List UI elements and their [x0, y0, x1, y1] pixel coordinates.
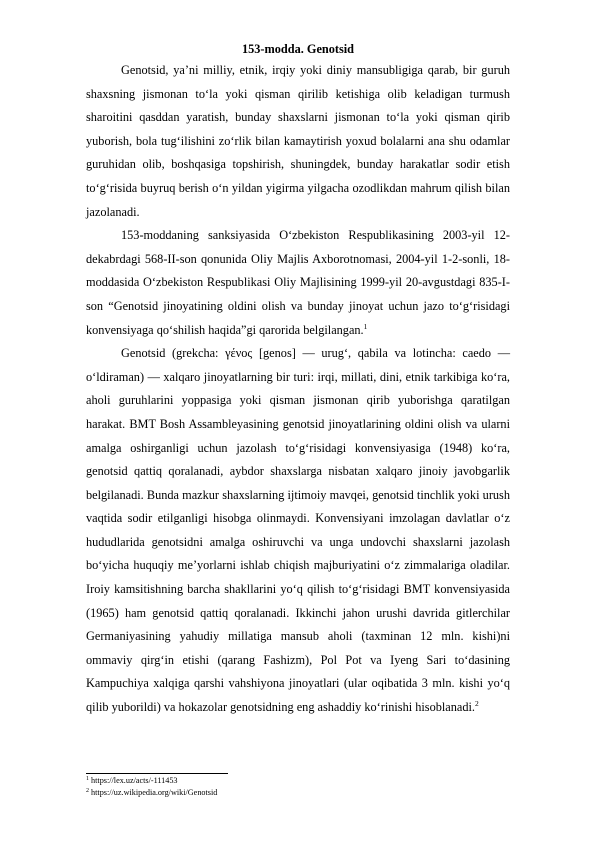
paragraph-3	[86, 342, 510, 720]
footnote-ref-1[interactable]: 1	[363, 321, 368, 331]
article-title: 153-modda. Genotsid	[241, 42, 355, 56]
paragraph-1	[86, 59, 510, 224]
paragraph-2	[86, 224, 510, 342]
footnote-2-number: 2	[86, 787, 89, 794]
paragraph-3-text: Genotsid (grekcha: γένος [genos] — urug‘, qabila va lotincha: caedo — o‘ldiraman) — xalqaro jinoyatlarning bir turi: irqi, millati, dini, etnik tarkibiga ko‘ra, aholi guruhlarini yoppasiga yoki qisman jismonan qirib yuborishga qaratilgan harakat. BMT Bosh Assambleyasining genotsid jinoyatlarining oldini olish va ularni amalga oshirganligi uchun jazolash to‘g‘risidagi konvensiyasiga (1948) ko‘ra, genotsid qattiq qoralanadi, aybdor shaxslarga nisbatan xalqaro jinoiy javobgarlik belgilanadi. Bunda mazkur shaxslarning ijtimoiy mavqei, genotsid tinchlik yoki urush vaqtida sodir etilganligi hisobga olinmaydi. Konvensiyani imzolagan davlatlar o‘z hududlarida genotsidni amalga oshiruvchi va unga undovchi shaxslarni jazolash bo‘yicha huquqiy me’yorlarni ishlab chiqish majburiyatini o‘z zimmalariga oladilar. Iroiy kamsitishning barcha shakllarini yo‘q qilish to‘g‘risidagi BMT konvensiyasida (1965) ham genotsid qattiq qoralanadi. Ikkinchi jahon urushi davrida gitlerchilar Germaniyasining yahudiy millatiga mansub aholi (taxminan 12 mln. kishi)ni ommaviy qirg‘in etishi (qarang Fashizm), Pol Pot va Iyeng Sari to‘dasining Kampuchiya xalqiga qarshi vahshiyona jinoyatlari (ular oqibatida 3 mln. kishi yo‘q qilib yuborildi) va hokazolar genotsidning eng ashaddiy ko‘rinishi hisoblanadi.	[86, 346, 510, 715]
article-body	[86, 40, 510, 720]
footnote-divider	[86, 773, 228, 774]
footnote-2-link[interactable]: https://uz.wikipedia.org/wiki/Genotsid	[91, 787, 218, 797]
footnote-ref-2[interactable]: 2	[475, 699, 479, 709]
footnote-1-number: 1	[86, 776, 89, 782]
footnote-2	[86, 787, 510, 799]
paragraph-2-text: 153-moddaning sanksiyasida O‘zbekiston Respublikasining 2003-yil 12-dekabrdagi 568-II-son qonunida Oliy Majlis Axborotnomasi, 2004-yil 1-2-sonli, 18-moddasida O‘zbekiston Respublikasi Oliy Majlisining 1999-yil 20-avgustdagi 835-I-son “Genotsid jinoyatining oldini olish va bunday jinoyat uchun jazo to‘g‘risidagi konvensiyaga qo‘shilish haqida”gi qarorida belgilangan.	[86, 228, 510, 337]
footnotes	[86, 775, 510, 798]
footnote-1-link[interactable]: https://lex.uz/acts/-111453	[91, 776, 178, 785]
paragraph-1-text: Genotsid, ya’ni milliy, etnik, irqiy yoki diniy mansubligiga qarab, bir guruh shaxsning jismonan to‘la yoki qisman qirilib ketishiga olib keladigan turmush sharoitini qasddan yaratish, bunday shaxslarni jismonan to‘la yoki qisman qirib yuborish, bola tug‘ilishini zo‘rlik bilan kamaytirish yoxud bolalarni ana shu odamlar guruhidan olib, boshqasiga topshirish, shuningdek, bunday harakatlar sodir etish to‘g‘risida buyruq berish o‘n yildan yigirma yilgacha ozodlikdan mahrum qilish bilan jazolanadi.	[86, 63, 510, 219]
footnote-1	[86, 775, 510, 787]
